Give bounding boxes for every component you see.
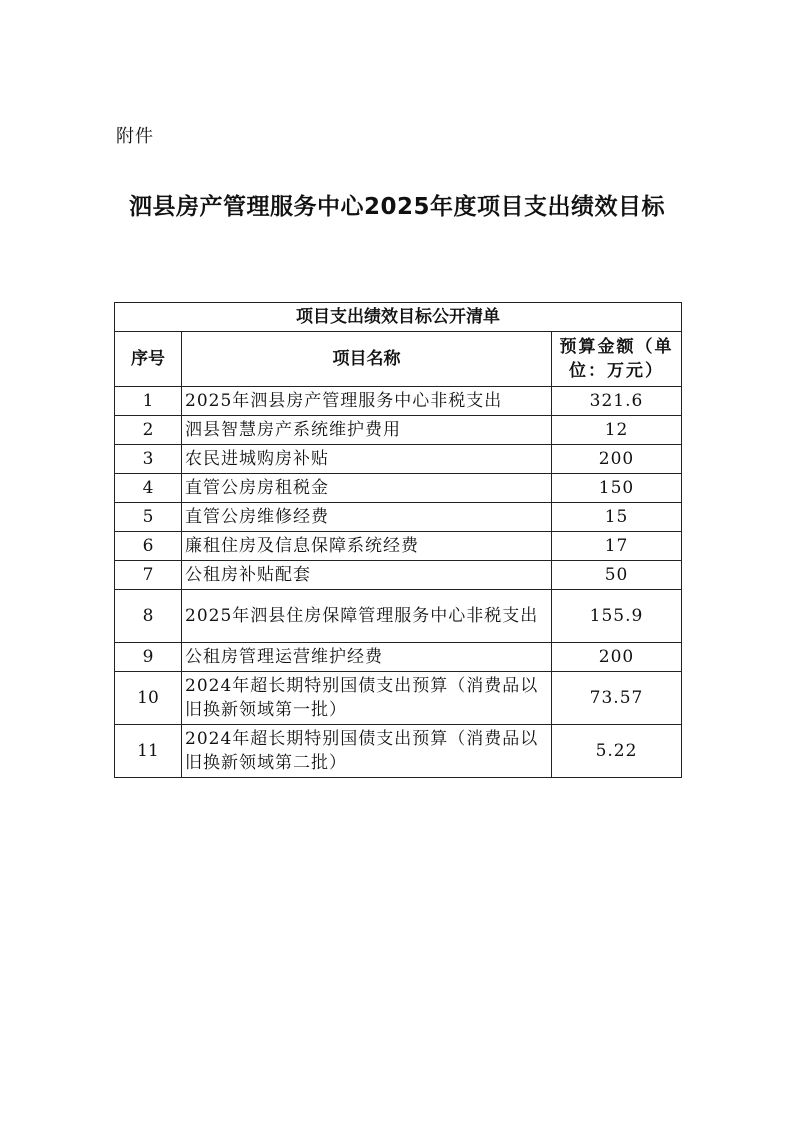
row-budget-amount: 12 — [552, 416, 682, 445]
performance-targets-table — [114, 302, 682, 778]
row-project-name: 廉租住房及信息保障系统经费 — [182, 532, 552, 561]
row-no: 3 — [115, 445, 182, 474]
table-row — [115, 561, 682, 590]
table-row — [115, 725, 682, 778]
row-budget-amount: 155.9 — [552, 590, 682, 643]
row-budget-amount: 15 — [552, 503, 682, 532]
row-no: 1 — [115, 387, 182, 416]
table-row — [115, 643, 682, 672]
row-project-name: 公租房补贴配套 — [182, 561, 552, 590]
row-project-name: 直管公房房租税金 — [182, 474, 552, 503]
row-project-name: 农民进城购房补贴 — [182, 445, 552, 474]
row-project-name: 2024年超长期特别国债支出预算（消费品以旧换新领域第一批） — [182, 672, 552, 725]
header-budget-amount: 预算金额（单位：万元） — [552, 332, 682, 387]
row-budget-amount: 17 — [552, 532, 682, 561]
table-row — [115, 474, 682, 503]
table-row — [115, 532, 682, 561]
row-no: 8 — [115, 590, 182, 643]
table-caption: 项目支出绩效目标公开清单 — [115, 303, 682, 332]
row-no: 10 — [115, 672, 182, 725]
row-project-name: 2025年泗县房产管理服务中心非税支出 — [182, 387, 552, 416]
row-project-name: 公租房管理运营维护经费 — [182, 643, 552, 672]
document-title: 泗县房产管理服务中心2025年度项目支出绩效目标 — [128, 194, 665, 220]
attachment-label: 附件 — [116, 126, 154, 147]
table-row — [115, 590, 682, 643]
row-budget-amount: 5.22 — [552, 725, 682, 778]
row-no: 5 — [115, 503, 182, 532]
header-project-name: 项目名称 — [182, 332, 552, 387]
row-no: 6 — [115, 532, 182, 561]
row-budget-amount: 150 — [552, 474, 682, 503]
header-no: 序号 — [115, 332, 182, 387]
row-budget-amount: 200 — [552, 643, 682, 672]
row-no: 7 — [115, 561, 182, 590]
row-budget-amount: 321.6 — [552, 387, 682, 416]
row-project-name: 泗县智慧房产系统维护费用 — [182, 416, 552, 445]
row-project-name: 2024年超长期特别国债支出预算（消费品以旧换新领域第二批） — [182, 725, 552, 778]
table-row — [115, 503, 682, 532]
row-budget-amount: 200 — [552, 445, 682, 474]
row-no: 2 — [115, 416, 182, 445]
row-no: 4 — [115, 474, 182, 503]
row-budget-amount: 73.57 — [552, 672, 682, 725]
row-budget-amount: 50 — [552, 561, 682, 590]
table-row — [115, 445, 682, 474]
row-no: 11 — [115, 725, 182, 778]
row-project-name: 直管公房维修经费 — [182, 503, 552, 532]
table-row — [115, 387, 682, 416]
table-row — [115, 416, 682, 445]
table-row — [115, 672, 682, 725]
row-project-name: 2025年泗县住房保障管理服务中心非税支出 — [182, 590, 552, 643]
row-no: 9 — [115, 643, 182, 672]
